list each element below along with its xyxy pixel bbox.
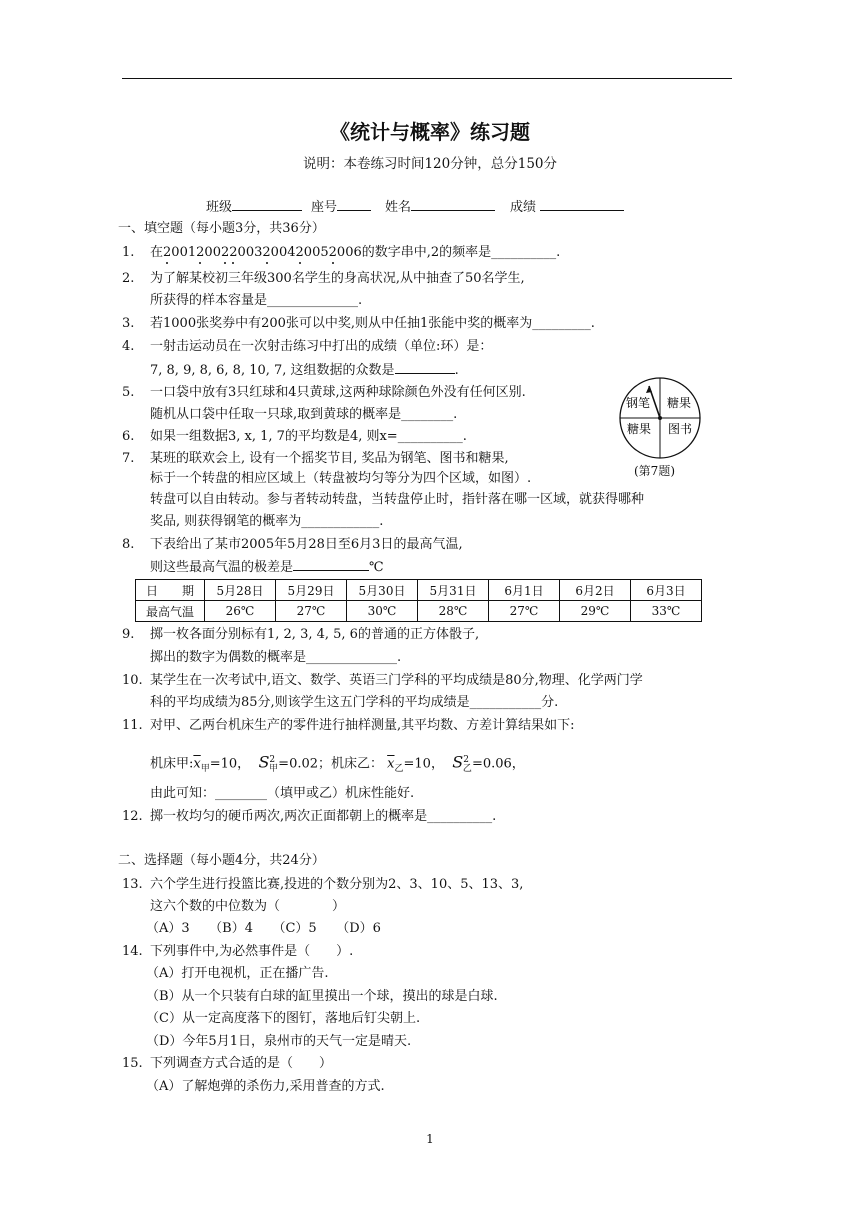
class-field[interactable] [206,197,302,217]
q7-line3: 转盘可以自由转动。参与者转动转盘，当转盘停止时，指针落在哪一区域，就获得哪种 [150,492,645,507]
q7-line2: 标于一个转盘的相应区域上（转盘被均匀等分为四个区域，如图）. [150,471,532,486]
temp-cell: 27℃ [276,601,347,622]
q6-number: 6. [122,429,135,444]
q14-option-a: （A）打开电视机，正在播广告. [146,966,329,981]
q2-line2: 所获得的样本容量是______________. [150,293,363,308]
temp-cell: 29℃ [560,601,631,622]
q8-number: 8. [122,537,135,552]
date-cell: 6月1日 [489,580,560,601]
q10-number: 10. [122,673,143,688]
header-rule [122,78,732,79]
q7-line4: 奖品, 则获得钢笔的概率为____________. [150,514,384,529]
q8-line1: 下表给出了某市2005年5月28日至6月3日的最高气温, [150,537,463,552]
date-cell: 5月31日 [418,580,489,601]
table-row [136,580,702,601]
q1-number: 1. [122,245,135,260]
q15-option-a: （A）了解炮弹的杀伤力,采用普查的方式. [146,1079,385,1094]
temp-cell: 33℃ [631,601,702,622]
q10-line1: 某学生在一次考试中,语文、数学、英语三门学科的平均成绩是80分,物理、化学两门学 [150,673,643,688]
q5-line2: 随机从口袋中任取一只球,取到黄球的概率是________. [150,407,458,422]
q3-number: 3. [122,316,135,331]
q2-line1: 为了解某校初三年级300名学生的身高状况,从中抽查了50名学生, [150,271,525,286]
q15-line1: 下列调查方式合适的是（ ） [150,1056,333,1071]
q8-line2: 则这些最高气温的极差是 ℃ [150,557,384,577]
q1-digit-string: 200120022003200420052006 [163,245,362,260]
class-label: 班级 [206,200,233,215]
q4-line2: 7, 8, 9, 8, 6, 8, 10, 7, 这组数据的众数是 . [150,360,459,380]
q9-line2: 掷出的数字为偶数的概率是______________. [150,650,402,665]
page-title: 《统计与概率》练习题 [330,120,530,144]
date-cell: 6月2日 [560,580,631,601]
figure-caption: (第7题) [634,464,675,478]
q12-text: 掷一枚均匀的硬币两次,两次正面都朝上的概率是__________. [150,809,497,824]
q10-line2: 科的平均成绩为85分,则该学生这五门学科的平均成绩是___________分. [150,695,559,710]
q2-number: 2. [122,271,135,286]
q14-option-b: （B）从一个只装有白球的缸里摸出一个球，摸出的球是白球. [146,989,498,1004]
q7-number: 7. [122,451,135,466]
name-label: 姓名 [385,200,412,215]
temp-cell: 28℃ [418,601,489,622]
q14-number: 14. [122,944,143,959]
q11-line1: 对甲、乙两台机床生产的零件进行抽样测量,其平均数、方差计算结果如下: [150,718,575,733]
q4-line1: 一射击运动员在一次射击练习中打出的成绩（单位:环）是： [150,339,493,354]
q9-line1: 掷一枚各面分别标有1, 2, 3, 4, 5, 6的普通的正方体骰子, [150,627,480,642]
q15-number: 15. [122,1056,143,1071]
seat-label: 座号 [311,200,338,215]
q7-line1: 某班的联欢会上, 设有一个摇奖节目, 奖品为钢笔、图书和糖果, [150,451,509,466]
q3-text: 若1000张奖券中有200张可以中奖,则从中任抽1张能中奖的概率为_________. [150,316,595,331]
spinner-label-candy-1: 糖果 [667,396,692,410]
section-fill-in: 一、填空题（每小题3分，共36分） [118,221,325,236]
temp-cell: 26℃ [205,601,276,622]
q12-number: 12. [122,809,143,824]
prize-spinner-figure [618,376,702,460]
q5-number: 5. [122,385,135,400]
q11-line3: 由此可知：________（填甲或乙）机床性能好. [150,786,415,801]
q13-line1: 六个学生进行投篮比赛,投进的个数分别为2、3、10、5、13、3, [150,877,524,892]
spinner-label-pen: 钢笔 [626,396,651,410]
seat-field[interactable] [311,197,371,217]
date-cell: 6月3日 [631,580,702,601]
temp-cell: 30℃ [347,601,418,622]
temperature-table [135,579,702,622]
q1-text: 在200120022003200420052006的数字串中,2的频率是__________. [150,245,561,260]
q14-option-d: （D）今年5月1日，泉州市的天气一定是晴天. [146,1034,412,1049]
q5-line1: 一口袋中放有3只红球和4只黄球,这两种球除颜色外没有任何区别. [150,385,526,400]
q6-text: 如果一组数据3, x, 1, 7的平均数是4, 则x=__________. [150,429,467,444]
score-label: 成绩 [510,200,537,215]
name-field[interactable] [385,197,495,217]
table-header-cell: 日 期 [136,580,205,601]
q11-formula-line: 机床甲$:\overline{x}_甲=10$， $S^2_甲=0.02$；机床乙： $\overline{x}_乙=10$， $S^2_乙=0.06$， [150,752,525,774]
date-cell: 5月29日 [276,580,347,601]
score-field[interactable] [510,197,624,217]
page-number: 1 [426,1132,434,1146]
date-cell: 5月28日 [205,580,276,601]
table-row [136,601,702,622]
temp-cell: 27℃ [489,601,560,622]
q13-options: （A）3 （B）4 （C）5 （D）6 [146,921,381,936]
table-header-cell: 最高气温 [136,601,205,622]
q14-line1: 下列事件中,为必然事件是（ ）. [150,944,354,959]
q9-number: 9. [122,627,135,642]
spinner-label-candy-2: 糖果 [627,422,652,436]
spinner-label-book: 图书 [668,422,693,436]
q13-line2: 这六个数的中位数为（ ） [150,899,346,914]
instructions: 说明：本卷练习时间120分钟，总分150分 [302,156,558,172]
date-cell: 5月30日 [347,580,418,601]
section-multiple-choice: 二、选择题（每小题4分，共24分） [118,853,325,868]
spinner-arrow-icon [646,386,652,393]
q11-number: 11. [122,718,143,733]
q14-option-c: （C）从一定高度落下的图钉，落地后钉尖朝上. [146,1011,421,1026]
q4-number: 4. [122,339,135,354]
q13-number: 13. [122,877,143,892]
